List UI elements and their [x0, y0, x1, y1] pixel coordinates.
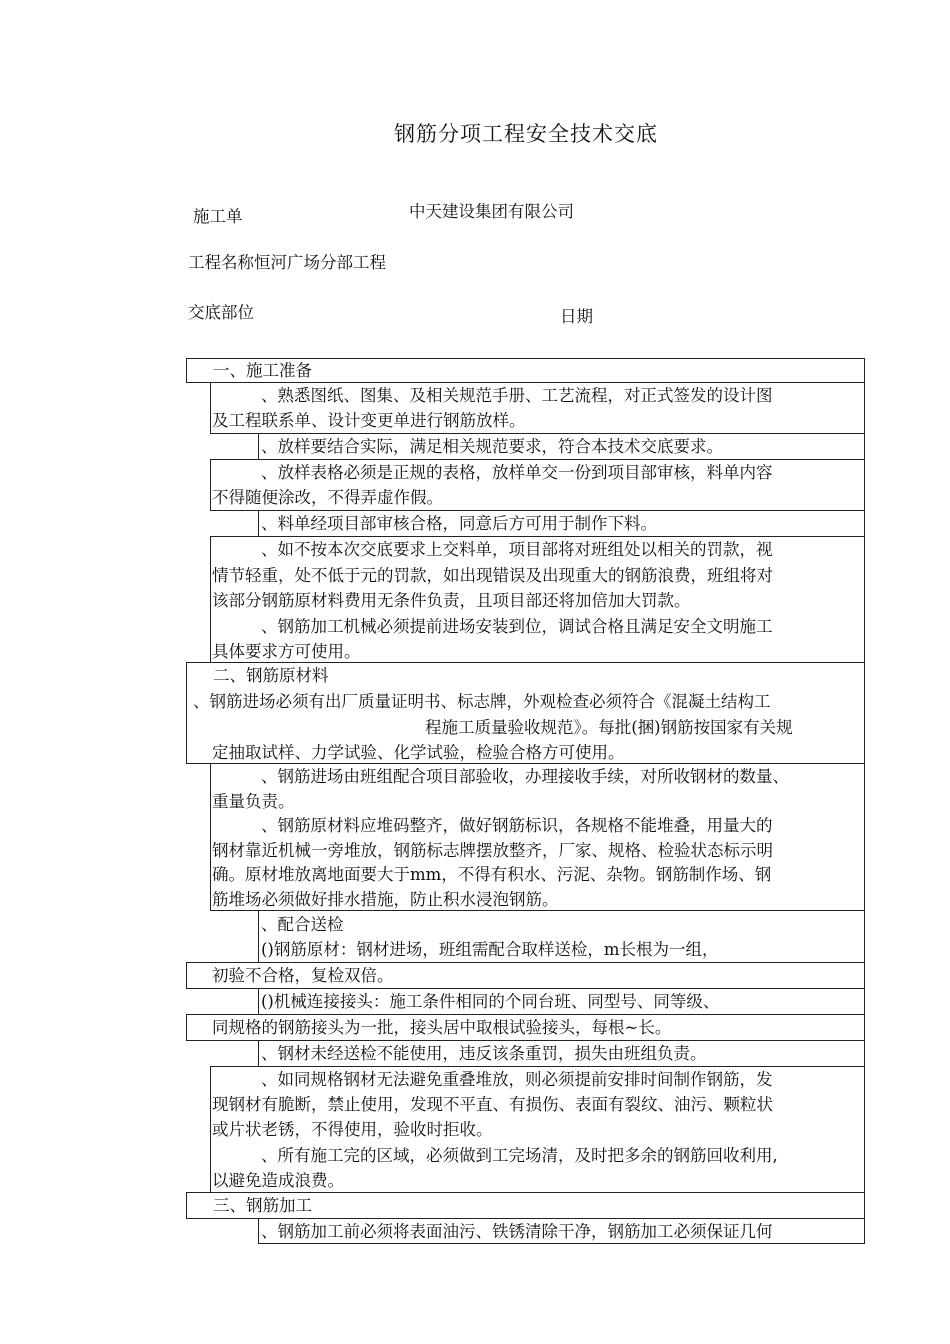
section-heading-prep: 一、施工准备: [213, 361, 312, 380]
section-heading-material: 二、钢筋原材料: [213, 666, 329, 685]
unit-value: 中天建设集团有限公司: [409, 202, 574, 221]
text-line: 或片状老锈，不得使用，验收时拒收。: [212, 1120, 493, 1139]
text-line: 以避免造成浪费。: [212, 1171, 344, 1190]
text-line: 、放样要结合实际，满足相关规范要求，符合本技术交底要求。: [261, 437, 723, 456]
text-line: 具体要求方可使用。: [212, 642, 361, 661]
text-line: 、钢筋进场由班组配合项目部验收，办理接收手续，对所收钢材的数量、: [261, 767, 789, 786]
date-label: 日期: [560, 307, 593, 326]
text-line: 同规格的钢筋接头为一批，接头居中取根试验接头，每根~长。: [212, 1018, 672, 1037]
text-line: 、放样表格必须是正规的表格，放样单交一份到项目部审核，料单内容: [261, 463, 773, 482]
text-line: 、熟悉图纸、图集、及相关规范手册、工艺流程，对正式签发的设计图: [261, 386, 773, 405]
text-line: 、配合送检: [261, 915, 344, 934]
text-line: 、如不按本次交底要求上交料单，项目部将对班组处以相关的罚款，视: [261, 540, 773, 559]
text-line: 筋堆场必须做好排水措施，防止积水浸泡钢筋。: [212, 890, 559, 909]
text-line: 、钢筋进场必须有出厂质量证明书、标志牌，外观检查必须符合《混凝土结构工: [193, 692, 771, 711]
text-line: 、所有施工完的区域，必须做到工完场清，及时把多余的钢筋回收利用,: [261, 1146, 778, 1165]
section-heading-processing: 三、钢筋加工: [213, 1196, 312, 1215]
text-line: 、钢筋原材料应堆码整齐，做好钢筋标识，各规格不能堆叠，用量大的: [261, 816, 773, 835]
text-line: 确。原材堆放离地面要大于mm，不得有积水、污泥、杂物。钢筋制作场、钢: [212, 865, 772, 884]
text-line: 、钢材未经送检不能使用，违反该条重罚，损失由班组负责。: [261, 1044, 707, 1063]
text-line: ()钢筋原材：钢材进场，班组需配合取样送检，m长根为一组，: [261, 940, 719, 959]
text-line: 及工程联系单、设计变更单进行钢筋放样。: [212, 411, 526, 430]
text-line: 、钢筋加工机械必须提前进场安装到位，调试合格且满足安全文明施工: [261, 617, 773, 636]
text-line: 程施工质量验收规范》。每批(捆)钢筋按国家有关规: [425, 718, 793, 737]
text-line: 初验不合格，复检双倍。: [212, 966, 394, 985]
text-line: 定抽取试样、力学试验、化学试验，检验合格方可使用。: [212, 743, 625, 762]
text-line: 、钢筋加工前必须将表面油污、铁锈清除干净，钢筋加工必须保证几何: [261, 1222, 773, 1241]
text-line: 、如同规格钢材无法避免重叠堆放，则必须提前安排时间制作钢筋，发: [261, 1070, 773, 1089]
text-line: 、料单经项目部审核合格，同意后方可用于制作下料。: [261, 514, 657, 533]
text-line: ()机械连接接头：施工条件相同的个同台班、同型号、同等级、: [261, 992, 720, 1011]
text-line: 现钢材有脆断，禁止使用，发现不平直、有损伤、表面有裂纹、油污、颗粒状: [212, 1095, 773, 1114]
text-line: 情节轻重，处不低于元的罚款，如出现错误及出现重大的钢筋浪费，班组将对: [212, 566, 773, 585]
project-name-line: 工程名称恒河广场分部工程: [188, 253, 386, 272]
text-line: 该部分钢筋原材料费用无条件负责，且项目部还将加倍加大罚款。: [212, 591, 691, 610]
part-label: 交底部位: [188, 303, 254, 322]
text-line: 不得随便涂改，不得弄虚作假。: [212, 488, 443, 507]
text-line: 重量负责。: [212, 792, 295, 811]
unit-label: 施工单: [193, 207, 243, 226]
document-title: 钢筋分项工程安全技术交底: [394, 122, 658, 146]
text-line: 钢材靠近机械一旁堆放，钢筋标志牌摆放整齐，厂家、规格、检验状态标示明: [212, 841, 773, 860]
